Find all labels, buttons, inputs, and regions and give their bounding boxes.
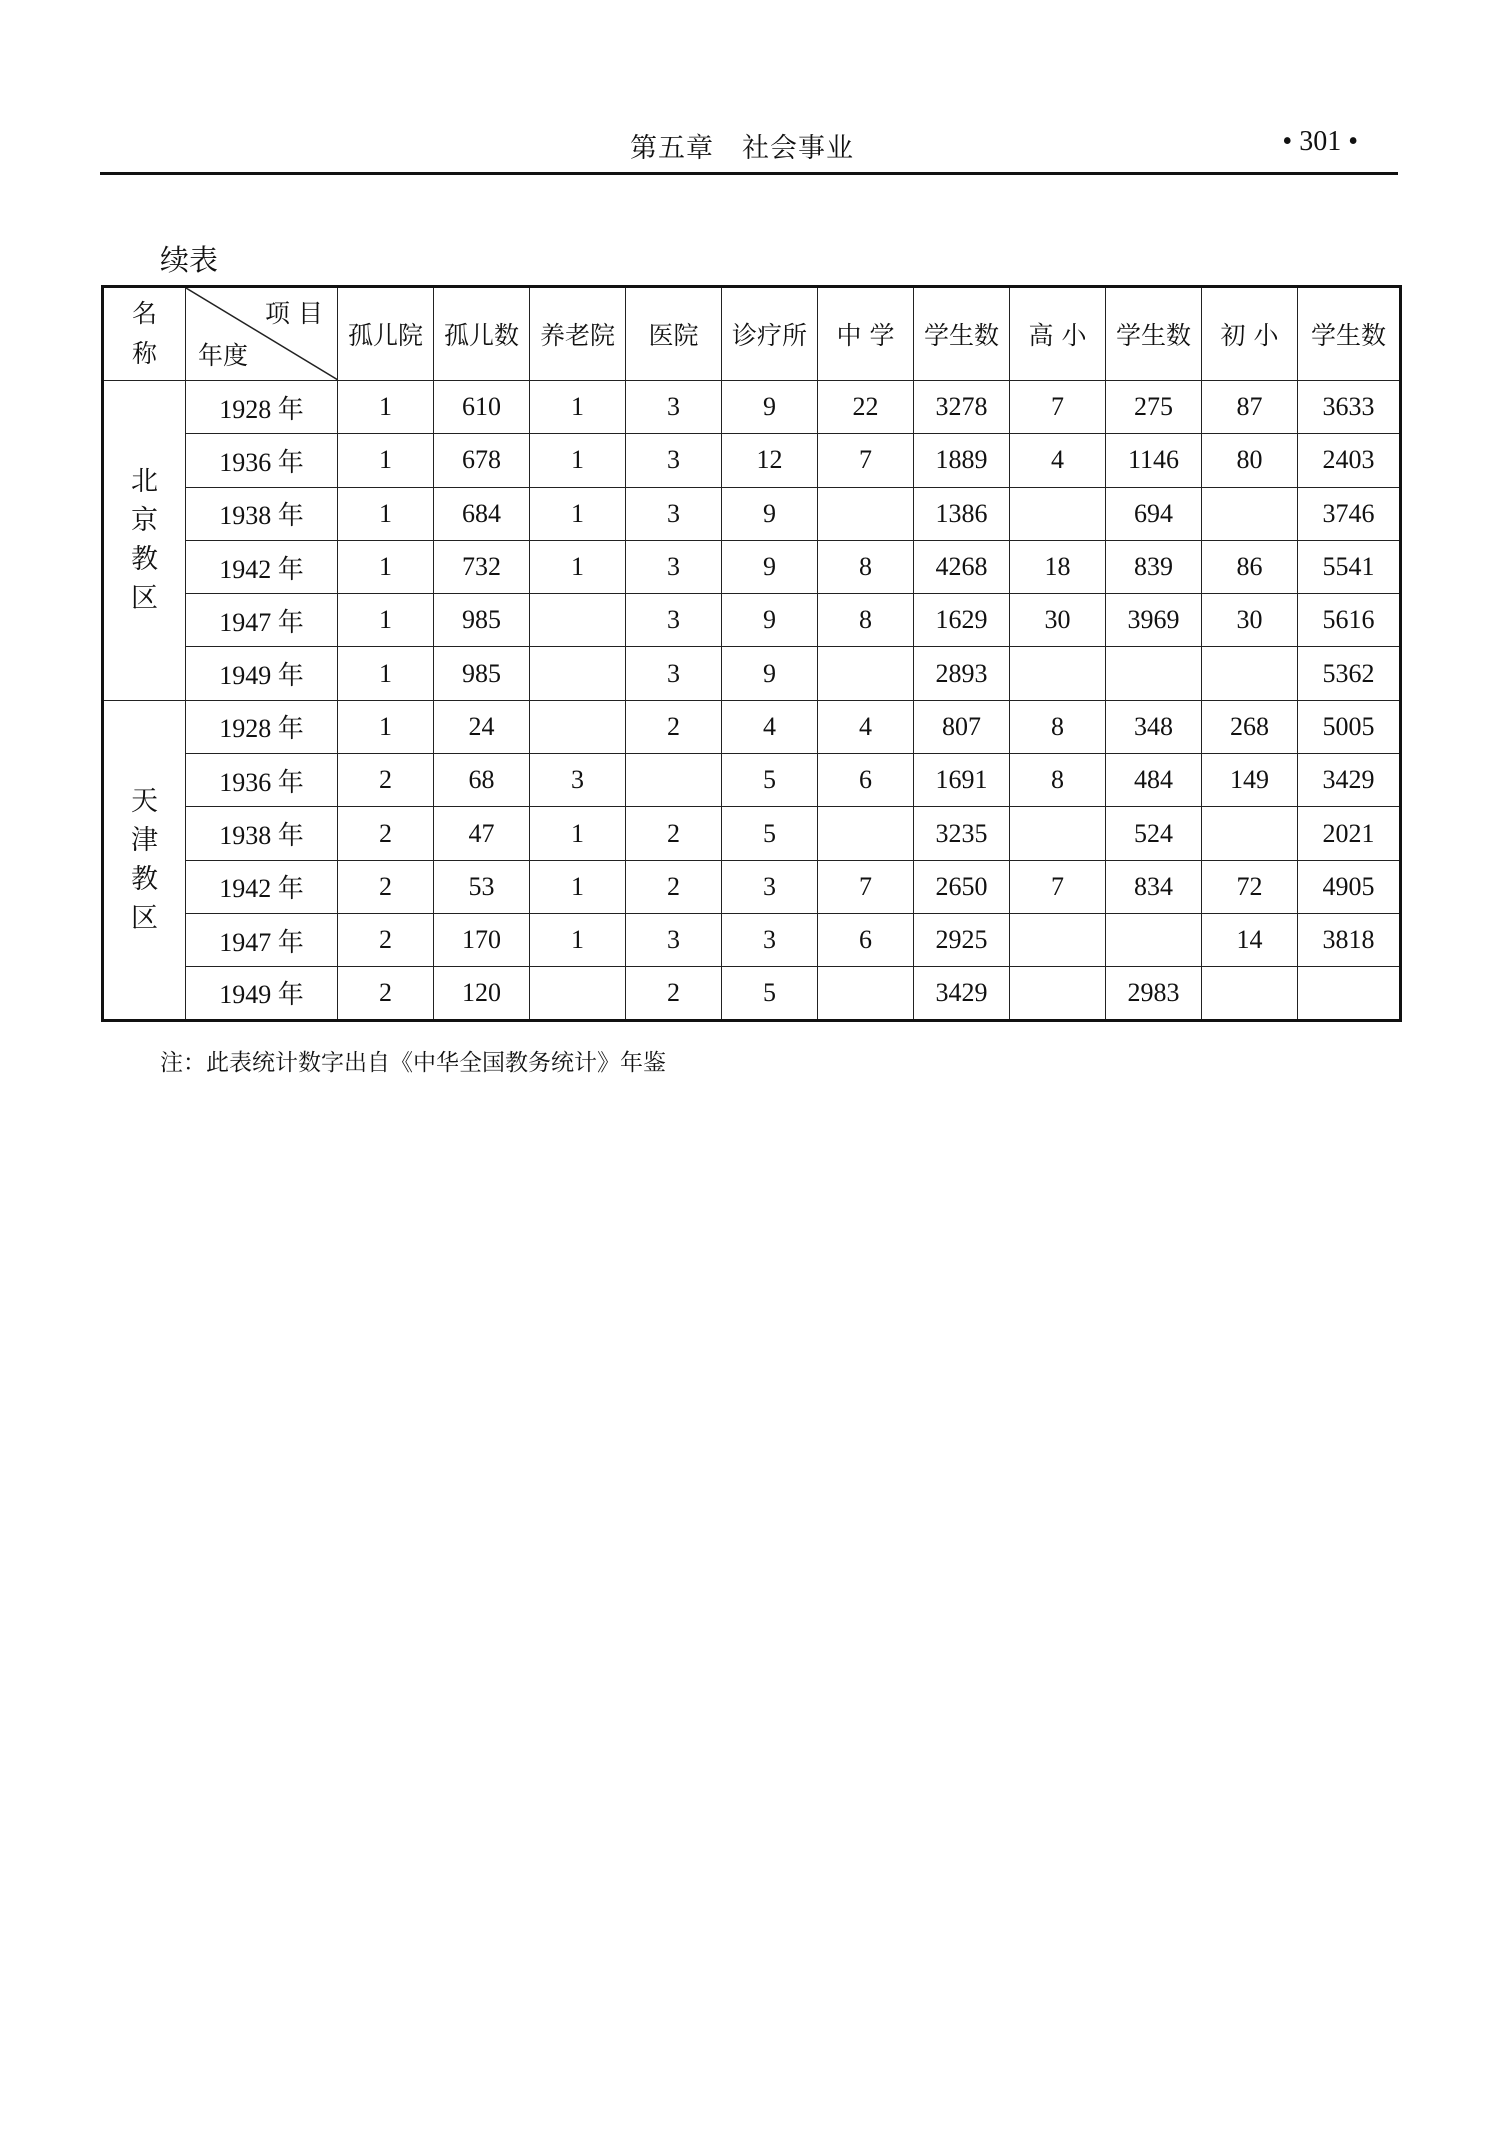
data-cell: 5 bbox=[722, 807, 818, 860]
year-cell: 1949 年 bbox=[186, 647, 338, 700]
data-cell: 5005 bbox=[1298, 700, 1401, 753]
data-cell: 1 bbox=[338, 594, 434, 647]
data-cell: 484 bbox=[1106, 754, 1202, 807]
corner-name-cell bbox=[103, 287, 186, 381]
data-cell: 3 bbox=[626, 487, 722, 540]
data-cell: 5 bbox=[722, 967, 818, 1020]
column-header: 学生数 bbox=[1106, 287, 1202, 381]
name-label: 名称 bbox=[131, 299, 157, 368]
data-cell: 86 bbox=[1202, 540, 1298, 593]
data-cell bbox=[818, 647, 914, 700]
data-cell: 3278 bbox=[914, 381, 1010, 434]
data-cell: 3429 bbox=[914, 967, 1010, 1020]
data-cell: 2 bbox=[626, 807, 722, 860]
data-cell: 2021 bbox=[1298, 807, 1401, 860]
data-cell bbox=[626, 754, 722, 807]
region-name: 天津教区 bbox=[131, 785, 158, 934]
data-cell: 3969 bbox=[1106, 594, 1202, 647]
data-cell bbox=[1298, 967, 1401, 1020]
data-cell: 3429 bbox=[1298, 754, 1401, 807]
data-cell bbox=[818, 807, 914, 860]
data-cell: 1 bbox=[338, 540, 434, 593]
data-cell: 9 bbox=[722, 540, 818, 593]
page-number: • 301 • bbox=[1282, 126, 1358, 157]
column-header: 学生数 bbox=[914, 287, 1010, 381]
data-cell: 8 bbox=[1010, 754, 1106, 807]
data-cell: 2 bbox=[626, 860, 722, 913]
data-cell: 5616 bbox=[1298, 594, 1401, 647]
data-cell: 9 bbox=[722, 487, 818, 540]
data-cell: 3 bbox=[626, 434, 722, 487]
year-cell: 1949 年 bbox=[186, 967, 338, 1020]
data-cell: 30 bbox=[1010, 594, 1106, 647]
data-cell: 3746 bbox=[1298, 487, 1401, 540]
year-cell: 1928 年 bbox=[186, 700, 338, 753]
table-row bbox=[103, 700, 1401, 753]
table-row bbox=[103, 807, 1401, 860]
data-cell: 3 bbox=[626, 913, 722, 966]
data-cell: 1146 bbox=[1106, 434, 1202, 487]
table-row bbox=[103, 594, 1401, 647]
data-cell: 3 bbox=[722, 913, 818, 966]
column-header: 医院 bbox=[626, 287, 722, 381]
data-cell: 2 bbox=[338, 967, 434, 1020]
data-cell: 4905 bbox=[1298, 860, 1401, 913]
data-cell: 1386 bbox=[914, 487, 1010, 540]
data-cell: 2403 bbox=[1298, 434, 1401, 487]
table-row bbox=[103, 381, 1401, 434]
data-cell: 1 bbox=[530, 487, 626, 540]
data-cell bbox=[1010, 807, 1106, 860]
data-cell: 732 bbox=[434, 540, 530, 593]
data-cell bbox=[1106, 913, 1202, 966]
data-cell: 4268 bbox=[914, 540, 1010, 593]
data-cell: 1 bbox=[530, 807, 626, 860]
data-cell: 2 bbox=[338, 754, 434, 807]
data-cell: 1 bbox=[338, 487, 434, 540]
data-cell: 7 bbox=[818, 434, 914, 487]
data-cell: 6 bbox=[818, 913, 914, 966]
column-header: 学生数 bbox=[1298, 287, 1401, 381]
data-cell: 524 bbox=[1106, 807, 1202, 860]
year-cell: 1928 年 bbox=[186, 381, 338, 434]
data-cell: 18 bbox=[1010, 540, 1106, 593]
data-cell: 7 bbox=[1010, 860, 1106, 913]
data-cell: 2 bbox=[338, 913, 434, 966]
region-name-cell bbox=[103, 381, 186, 701]
data-cell: 985 bbox=[434, 594, 530, 647]
region-name-cell bbox=[103, 700, 186, 1020]
data-cell: 170 bbox=[434, 913, 530, 966]
data-cell: 678 bbox=[434, 434, 530, 487]
header-rule bbox=[100, 172, 1398, 175]
data-cell: 268 bbox=[1202, 700, 1298, 753]
data-cell: 2650 bbox=[914, 860, 1010, 913]
data-cell: 4 bbox=[722, 700, 818, 753]
data-cell: 9 bbox=[722, 381, 818, 434]
year-cell: 1942 年 bbox=[186, 860, 338, 913]
data-cell: 87 bbox=[1202, 381, 1298, 434]
year-cell: 1936 年 bbox=[186, 434, 338, 487]
data-cell: 9 bbox=[722, 594, 818, 647]
data-cell: 1629 bbox=[914, 594, 1010, 647]
data-cell bbox=[818, 487, 914, 540]
year-cell: 1938 年 bbox=[186, 487, 338, 540]
data-cell: 610 bbox=[434, 381, 530, 434]
table-row bbox=[103, 647, 1401, 700]
table-row bbox=[103, 434, 1401, 487]
data-cell: 3235 bbox=[914, 807, 1010, 860]
data-cell: 6 bbox=[818, 754, 914, 807]
corner-diagonal-cell bbox=[186, 287, 338, 381]
data-cell: 985 bbox=[434, 647, 530, 700]
data-cell: 1 bbox=[530, 434, 626, 487]
column-header: 高 小 bbox=[1010, 287, 1106, 381]
data-cell: 8 bbox=[818, 594, 914, 647]
data-cell bbox=[530, 967, 626, 1020]
data-cell: 3 bbox=[722, 860, 818, 913]
data-cell: 3 bbox=[626, 647, 722, 700]
data-cell: 5 bbox=[722, 754, 818, 807]
data-cell: 30 bbox=[1202, 594, 1298, 647]
data-cell bbox=[818, 967, 914, 1020]
data-cell: 1 bbox=[338, 381, 434, 434]
table-note: 注：此表统计数字出自《中华全国教务统计》年鉴 bbox=[160, 1050, 666, 1076]
data-cell: 1 bbox=[530, 913, 626, 966]
data-cell: 1 bbox=[530, 860, 626, 913]
chapter-title: 第五章 社会事业 bbox=[630, 133, 854, 164]
data-cell bbox=[530, 647, 626, 700]
data-cell: 12 bbox=[722, 434, 818, 487]
data-cell: 4 bbox=[818, 700, 914, 753]
data-cell: 7 bbox=[818, 860, 914, 913]
data-cell: 22 bbox=[818, 381, 914, 434]
data-cell: 1691 bbox=[914, 754, 1010, 807]
table-row bbox=[103, 540, 1401, 593]
table-caption: 续表 bbox=[160, 243, 219, 277]
data-cell: 120 bbox=[434, 967, 530, 1020]
region-name: 北京教区 bbox=[131, 466, 158, 615]
data-cell bbox=[1010, 967, 1106, 1020]
data-cell: 4 bbox=[1010, 434, 1106, 487]
data-cell bbox=[1010, 487, 1106, 540]
data-cell bbox=[530, 700, 626, 753]
data-cell: 839 bbox=[1106, 540, 1202, 593]
data-cell: 149 bbox=[1202, 754, 1298, 807]
column-header: 中 学 bbox=[818, 287, 914, 381]
data-cell: 72 bbox=[1202, 860, 1298, 913]
data-cell: 8 bbox=[818, 540, 914, 593]
year-cell: 1947 年 bbox=[186, 913, 338, 966]
data-cell: 1 bbox=[530, 381, 626, 434]
data-cell: 3 bbox=[626, 381, 722, 434]
data-cell: 2983 bbox=[1106, 967, 1202, 1020]
data-cell: 1 bbox=[338, 434, 434, 487]
column-header: 初 小 bbox=[1202, 287, 1298, 381]
year-cell: 1936 年 bbox=[186, 754, 338, 807]
data-cell: 14 bbox=[1202, 913, 1298, 966]
column-header: 孤儿院 bbox=[338, 287, 434, 381]
data-cell bbox=[1010, 647, 1106, 700]
column-header: 诊疗所 bbox=[722, 287, 818, 381]
data-cell: 5362 bbox=[1298, 647, 1401, 700]
data-cell: 68 bbox=[434, 754, 530, 807]
year-label: 年度 bbox=[198, 341, 249, 370]
data-cell: 2925 bbox=[914, 913, 1010, 966]
table-row bbox=[103, 754, 1401, 807]
data-cell: 9 bbox=[722, 647, 818, 700]
year-cell: 1942 年 bbox=[186, 540, 338, 593]
table-row bbox=[103, 487, 1401, 540]
data-cell: 3 bbox=[626, 594, 722, 647]
data-cell: 694 bbox=[1106, 487, 1202, 540]
data-cell: 24 bbox=[434, 700, 530, 753]
data-cell: 807 bbox=[914, 700, 1010, 753]
data-cell: 1 bbox=[338, 700, 434, 753]
table-row bbox=[103, 860, 1401, 913]
data-cell bbox=[1202, 807, 1298, 860]
data-cell: 684 bbox=[434, 487, 530, 540]
data-cell: 3818 bbox=[1298, 913, 1401, 966]
data-cell: 275 bbox=[1106, 381, 1202, 434]
data-cell bbox=[530, 594, 626, 647]
year-cell: 1947 年 bbox=[186, 594, 338, 647]
data-cell: 3 bbox=[626, 540, 722, 593]
data-cell: 7 bbox=[1010, 381, 1106, 434]
data-cell: 1 bbox=[530, 540, 626, 593]
header-row bbox=[103, 287, 1401, 381]
data-cell: 47 bbox=[434, 807, 530, 860]
data-cell: 1889 bbox=[914, 434, 1010, 487]
data-cell bbox=[1202, 967, 1298, 1020]
data-cell: 834 bbox=[1106, 860, 1202, 913]
item-label: 项 目 bbox=[265, 299, 323, 328]
data-cell: 2 bbox=[338, 807, 434, 860]
data-cell: 80 bbox=[1202, 434, 1298, 487]
data-cell: 2 bbox=[626, 700, 722, 753]
column-header: 孤儿数 bbox=[434, 287, 530, 381]
year-cell: 1938 年 bbox=[186, 807, 338, 860]
data-cell: 8 bbox=[1010, 700, 1106, 753]
data-cell: 3633 bbox=[1298, 381, 1401, 434]
data-cell bbox=[1202, 487, 1298, 540]
data-cell: 1 bbox=[338, 647, 434, 700]
data-cell: 5541 bbox=[1298, 540, 1401, 593]
column-header: 养老院 bbox=[530, 287, 626, 381]
data-cell: 2 bbox=[338, 860, 434, 913]
data-cell: 2 bbox=[626, 967, 722, 1020]
data-cell: 348 bbox=[1106, 700, 1202, 753]
page-header bbox=[100, 122, 1398, 174]
data-cell: 3 bbox=[530, 754, 626, 807]
data-cell bbox=[1010, 913, 1106, 966]
data-cell bbox=[1202, 647, 1298, 700]
table-row bbox=[103, 913, 1401, 966]
data-cell bbox=[1106, 647, 1202, 700]
data-cell: 2893 bbox=[914, 647, 1010, 700]
table-row bbox=[103, 967, 1401, 1020]
data-cell: 53 bbox=[434, 860, 530, 913]
statistics-table bbox=[101, 285, 1402, 1022]
